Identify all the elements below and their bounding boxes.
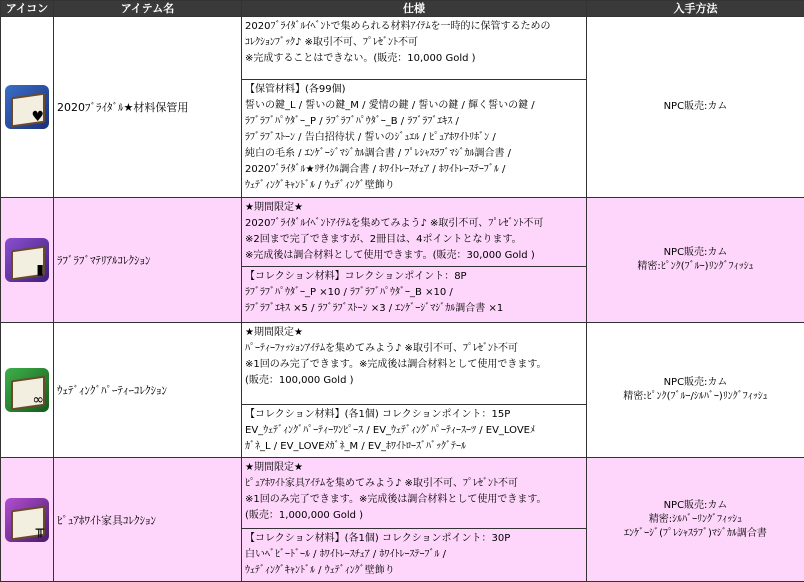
table-header-row: [1, 1, 804, 17]
spec-materials: [242, 529, 587, 582]
spec-line: ※2回まで完了できますが、2冊目は、4ポイントとなります。: [245, 232, 583, 248]
spec-description: [242, 198, 587, 267]
header-name: アイテム名: [54, 1, 242, 17]
material-line: ﾗﾌﾞﾗﾌﾞﾊﾟｳﾀﾞｰ_P ×10 / ﾗﾌﾞﾗﾌﾞﾊﾟｳﾀﾞｰ_B ×10 /: [245, 285, 583, 301]
spec-description: [242, 17, 587, 80]
spec-description: [242, 458, 587, 529]
header-acquisition: 入手方法: [587, 1, 804, 17]
love-material-book-icon: [5, 238, 49, 282]
material-line: 【コレクション材料】(各1個) コレクションポイント：15P: [245, 407, 583, 423]
table-row: [1, 323, 804, 405]
spec-line: ※完成することはできない。(販売：10,000 Gold ): [245, 51, 583, 67]
acquisition-line: 精密:ﾋﾟﾝｸ(ﾌﾞﾙｰ/ｼﾙﾊﾞｰ)ﾘﾝｸﾞﾌｨｯｼｭ: [587, 390, 804, 404]
material-line: 純白の毛糸 / ｴﾝｹﾞｰｼﾞﾏｼﾞｶﾙ調合書 / ﾌﾟﾚｼｬｽﾗﾌﾞﾏｼﾞｶﾙ調合書 /: [245, 146, 583, 162]
icon-emblem: ∞: [32, 393, 44, 407]
spec-line: (販売：100,000 Gold ): [245, 373, 583, 389]
material-line: 誓いの鍵_L / 誓いの鍵_M / 愛情の鍵 / 誓いの鍵 / 輝く誓いの鍵 /: [245, 98, 583, 114]
item-icon-cell: [1, 17, 54, 198]
acquisition-line: NPC販売:カム: [587, 100, 804, 114]
item-icon-cell: [1, 323, 54, 458]
material-line: 白いﾍﾞﾋﾞｰﾄﾞｰﾙ / ﾎﾜｲﾄﾚｰｽﾁｪｱ / ﾎﾜｲﾄﾚｰｽﾃｰﾌﾞﾙ /: [245, 547, 583, 563]
acquisition-line: NPC販売:カム: [587, 499, 804, 513]
spec-materials: [242, 405, 587, 458]
acquisition-method: [587, 17, 804, 198]
spec-line: ﾋﾟｭｱﾎﾜｲﾄ家具ｱｲﾃﾑを集めてみよう♪ ※取引不可、ﾌﾟﾚｾﾞﾝﾄ不可: [245, 476, 583, 492]
acquisition-line: 精密:ﾋﾟﾝｸ(ﾌﾞﾙｰ)ﾘﾝｸﾞﾌｨｯｼｭ: [587, 260, 804, 274]
item-name: ﾋﾟｭｱﾎﾜｲﾄ家具ｺﾚｸｼｮﾝ: [54, 458, 242, 582]
material-line: 【コレクション材料】(各1個) コレクションポイント：30P: [245, 531, 583, 547]
spec-description: [242, 323, 587, 405]
spec-line: 2020ﾌﾞﾗｲﾀﾞﾙｲﾍﾞﾝﾄｱｲﾃﾑを集めてみよう♪ ※取引不可、ﾌﾟﾚｾﾞﾝﾄ不可: [245, 216, 583, 232]
bridal-book-heart-icon: [5, 85, 49, 129]
spec-line: ※完成後は調合材料として使用できます。(販売：30,000 Gold ): [245, 248, 583, 264]
spec-materials: [242, 267, 587, 323]
material-line: EV_ｳｪﾃﾞｨﾝｸﾞﾊﾟｰﾃｨｰﾜﾝﾋﾟｰｽ / EV_ｳｪﾃﾞｨﾝｸﾞﾊﾟｰﾃｨｰｽｰﾂ / EV_LOVEﾒ: [245, 423, 583, 439]
spec-line: ★期間限定★: [245, 325, 583, 341]
spec-line: ★期間限定★: [245, 200, 583, 216]
spec-line: ﾊﾟｰﾃｨｰﾌｧｯｼｮﾝｱｲﾃﾑを集めてみよう♪ ※取引不可、ﾌﾟﾚｾﾞﾝﾄ不可: [245, 341, 583, 357]
icon-emblem: ♥: [31, 110, 44, 124]
wedding-party-book-icon: [5, 368, 49, 412]
acquisition-line: 精密:ｼﾙﾊﾞｰﾘﾝｸﾞﾌｨｯｼｭ: [587, 513, 804, 527]
material-line: ﾗﾌﾞﾗﾌﾞﾊﾟｳﾀﾞｰ_P / ﾗﾌﾞﾗﾌﾞﾊﾟｳﾀﾞｰ_B / ﾗﾌﾞﾗﾌﾞｴｷｽ /: [245, 114, 583, 130]
spec-line: ※1回のみ完了できます。※完成後は調合材料として使用できます。: [245, 357, 583, 373]
acquisition-method: [587, 198, 804, 323]
table-row: [1, 458, 804, 529]
item-name: ﾗﾌﾞﾗﾌﾞﾏﾃﾘｱﾙｺﾚｸｼｮﾝ: [54, 198, 242, 323]
table-row: [1, 17, 804, 80]
material-line: ｶﾞﾈ_L / EV_LOVEﾒｶﾞﾈ_M / EV_ﾎﾜｲﾄﾛｰｽﾞﾊﾞｯｸﾞﾃｰﾙ: [245, 439, 583, 455]
header-icon: アイコン: [1, 1, 54, 17]
acquisition-line: ｴﾝｹﾞｰｼﾞ(ﾌﾟﾚｼｬｽﾗﾌﾞ)ﾏｼﾞｶﾙ調合書: [587, 527, 804, 541]
icon-emblem: ╥: [36, 523, 44, 537]
spec-line: ｺﾚｸｼｮﾝﾌﾞｯｸ♪ ※取引不可、ﾌﾟﾚｾﾞﾝﾄ不可: [245, 35, 583, 51]
item-icon-cell: [1, 198, 54, 323]
material-line: 2020ﾌﾞﾗｲﾀﾞﾙ★ﾘｻｲｸﾙ調合書 / ﾎﾜｲﾄﾚｰｽﾁｪｱ / ﾎﾜｲﾄﾚｰｽﾃｰﾌﾞﾙ /: [245, 162, 583, 178]
material-line: ﾗﾌﾞﾗﾌﾞｴｷｽ ×5 / ﾗﾌﾞﾗﾌﾞｽﾄｰﾝ ×3 / ｴﾝｹﾞｰｼﾞﾏｼﾞｶﾙ調合書 ×1: [245, 301, 583, 317]
material-line: 【コレクション材料】コレクションポイント：8P: [245, 269, 583, 285]
acquisition-line: NPC販売:カム: [587, 246, 804, 260]
acquisition-method: [587, 323, 804, 458]
icon-emblem: ▮: [36, 263, 44, 277]
spec-materials: [242, 80, 587, 198]
acquisition-line: NPC販売:カム: [587, 376, 804, 390]
material-line: ｳｪﾃﾞｨﾝｸﾞｷｬﾝﾄﾞﾙ / ｳｪﾃﾞｨﾝｸﾞ壁飾り: [245, 178, 583, 194]
pure-white-furniture-book-icon: [5, 498, 49, 542]
table-row: [1, 198, 804, 267]
item-name: ｳｪﾃﾞｨﾝｸﾞﾊﾟｰﾃｨｰｺﾚｸｼｮﾝ: [54, 323, 242, 458]
item-name: 2020ﾌﾞﾗｲﾀﾞﾙ★材料保管用: [54, 17, 242, 198]
spec-line: ★期間限定★: [245, 460, 583, 476]
spec-line: (販売：1,000,000 Gold ): [245, 508, 583, 524]
header-spec: 仕様: [242, 1, 587, 17]
spec-line: ※1回のみ完了できます。※完成後は調合材料として使用できます。: [245, 492, 583, 508]
spec-line: 2020ﾌﾞﾗｲﾀﾞﾙｲﾍﾞﾝﾄで集められる材料ｱｲﾃﾑを一時的に保管するための: [245, 19, 583, 35]
material-line: ｳｪﾃﾞｨﾝｸﾞｷｬﾝﾄﾞﾙ / ｳｪﾃﾞｨﾝｸﾞ壁飾り: [245, 563, 583, 579]
material-line: 【保管材料】(各99個): [245, 82, 583, 98]
material-line: ﾗﾌﾞﾗﾌﾞｽﾄｰﾝ / 告白招待状 / 誓いのｼﾞｭｴﾙ / ﾋﾟｭｱﾎﾜｲﾄﾘﾎﾞﾝ /: [245, 130, 583, 146]
